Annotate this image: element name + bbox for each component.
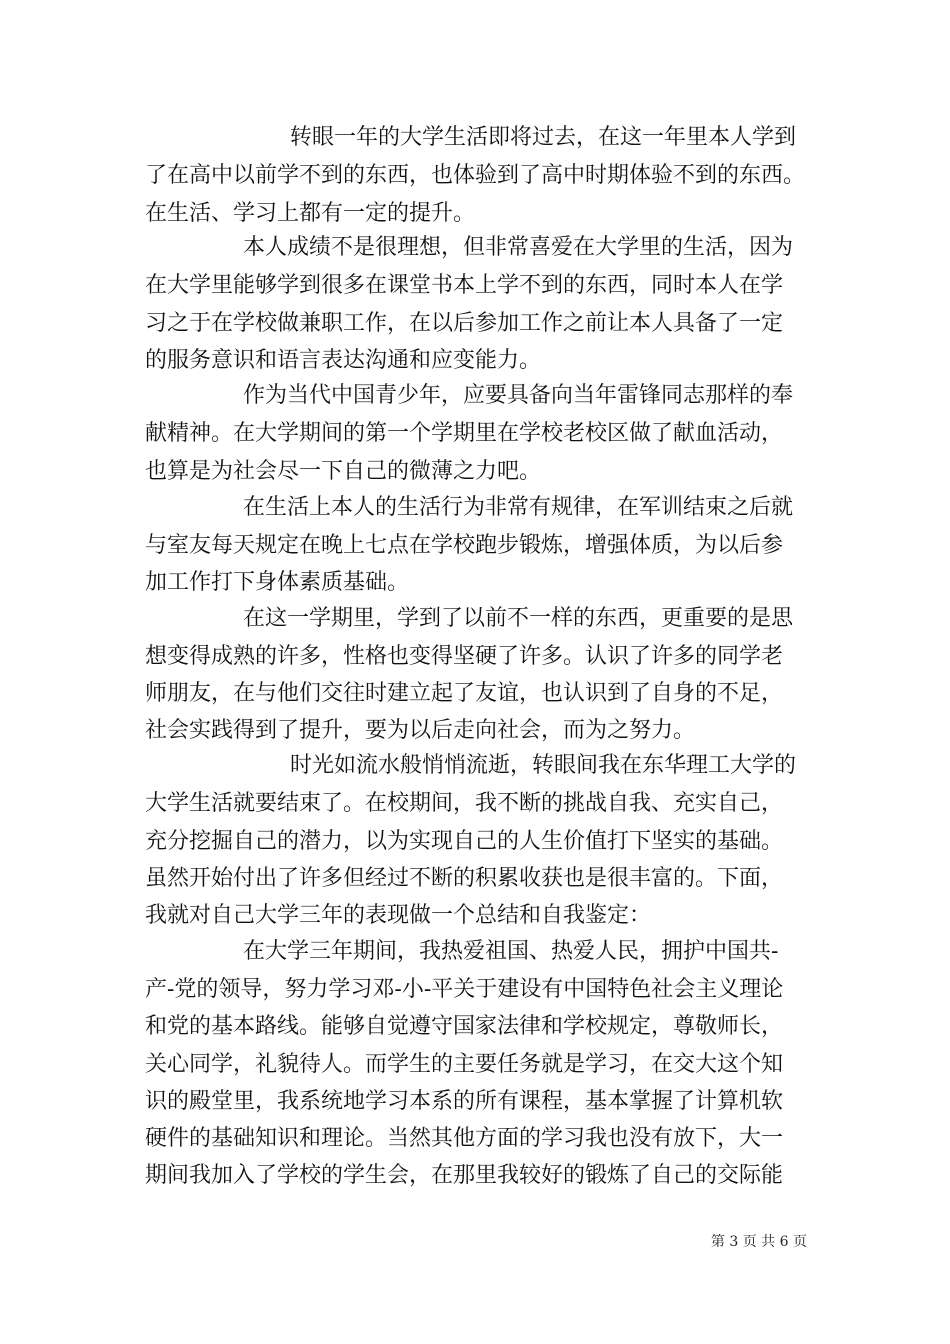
paragraph-line: 产-党的领导，努力学习邓-小-平关于建设有中国特色社会主义理论 xyxy=(145,977,784,1002)
paragraph-line: 也算是为社会尽一下自己的微薄之力吧。 xyxy=(145,459,542,484)
paragraph-line: 与室友每天规定在晚上七点在学校跑步锻炼，增强体质，为以后参 xyxy=(145,533,784,558)
paragraph-line: 期间我加入了学校的学生会，在那里我较好的锻炼了自己的交际能 xyxy=(145,1163,784,1188)
paragraph-line: 在这一学期里，学到了以前不一样的东西，更重要的是思 xyxy=(243,606,794,631)
paragraph-line: 关心同学，礼貌待人。而学生的主要任务就是学习，在交大这个知 xyxy=(145,1052,784,1077)
paragraph-line: 社会实践得到了提升，要为以后走向社会，而为之努力。 xyxy=(145,718,696,743)
paragraph-line: 识的殿堂里，我系统地学习本系的所有课程，基本掌握了计算机软 xyxy=(145,1089,784,1114)
paragraph-line: 本人成绩不是很理想，但非常喜爱在大学里的生活，因为 xyxy=(243,235,794,260)
page-number: 第 3 页 共 6 页 xyxy=(710,1234,807,1250)
paragraph-line: 转眼一年的大学生活即将过去，在这一年里本人学到 xyxy=(290,125,797,150)
paragraph-line: 习之于在学校做兼职工作，在以后参加工作之前让本人具备了一定 xyxy=(145,311,784,336)
paragraph-line: 和党的基本路线。能够自觉遵守国家法律和学校规定，尊敬师长， xyxy=(145,1014,784,1039)
paragraph-line: 在大学三年期间，我热爱祖国、热爱人民，拥护中国共- xyxy=(243,939,779,964)
paragraph-line: 了在高中以前学不到的东西，也体验到了高中时期体验不到的东西。 xyxy=(145,163,806,188)
paragraph-line: 作为当代中国青少年，应要具备向当年雷锋同志那样的奉 xyxy=(243,383,794,408)
paragraph-line: 加工作打下身体素质基础。 xyxy=(145,570,410,595)
paragraph-line: 我就对自己大学三年的表现做一个总结和自我鉴定： xyxy=(145,903,652,928)
paragraph-line: 在大学里能够学到很多在课堂书本上学不到的东西，同时本人在学 xyxy=(145,273,784,298)
paragraph-line: 在生活、学习上都有一定的提升。 xyxy=(145,201,476,226)
paragraph-line: 充分挖掘自己的潜力，以为实现自己的人生价值打下坚实的基础。 xyxy=(145,829,784,854)
paragraph-line: 想变得成熟的许多，性格也变得坚硬了许多。认识了许多的同学老 xyxy=(145,644,784,669)
paragraph-line: 在生活上本人的生活行为非常有规律，在军训结束之后就 xyxy=(243,495,794,520)
paragraph-line: 师朋友，在与他们交往时建立起了友谊，也认识到了自身的不足， xyxy=(145,681,784,706)
paragraph-line: 大学生活就要结束了。在校期间，我不断的挑战自我、充实自己， xyxy=(145,791,784,816)
paragraph-line: 虽然开始付出了许多但经过不断的积累收获也是很丰富的。下面， xyxy=(145,866,784,891)
paragraph-line: 的服务意识和语言表达沟通和应变能力。 xyxy=(145,348,542,373)
paragraph-line: 硬件的基础知识和理论。当然其他方面的学习我也没有放下，大一 xyxy=(145,1126,784,1151)
paragraph-line: 献精神。在大学期间的第一个学期里在学校老校区做了献血活动， xyxy=(145,421,784,446)
paragraph-line: 时光如流水般悄悄流逝，转眼间我在东华理工大学的 xyxy=(290,753,797,778)
